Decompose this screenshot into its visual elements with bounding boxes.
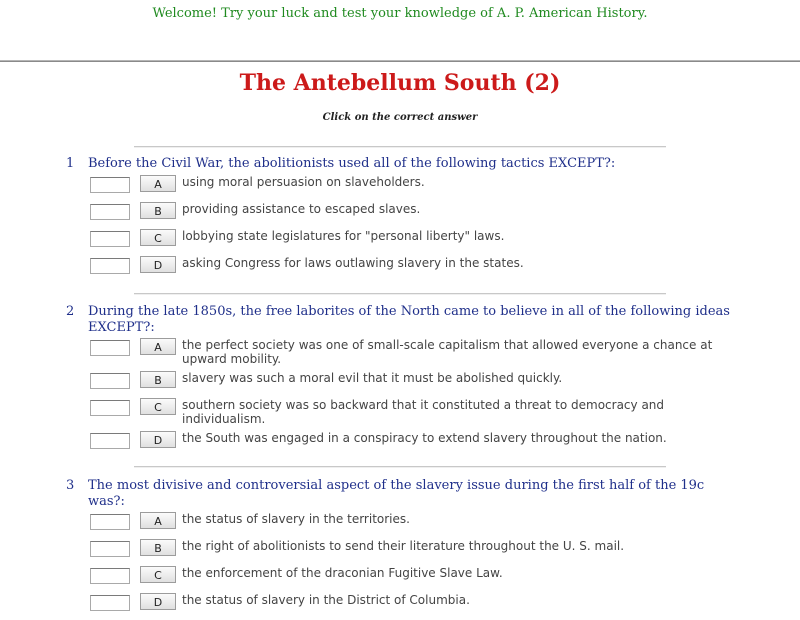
answer-b-button[interactable]: B xyxy=(140,202,176,219)
answer-text: southern society was so backward that it constituted a threat to democracy and individualism. xyxy=(182,398,665,426)
answer-row xyxy=(90,431,736,458)
answer-text: the enforcement of the draconian Fugitive Slave Law. xyxy=(182,566,503,580)
question-text: The most divisive and controversial aspect of the slavery issue during the first half of the 19c was?: xyxy=(88,478,705,509)
answer-field[interactable] xyxy=(90,340,130,356)
question-divider xyxy=(134,293,666,295)
question-divider xyxy=(134,466,666,468)
question-text: Before the Civil War, the abolitionists used all of the following tactics EXCEPT?: xyxy=(88,156,616,171)
answer-row xyxy=(90,512,736,539)
answer-c-button[interactable]: C xyxy=(140,398,176,415)
answer-row xyxy=(90,539,736,566)
answer-field[interactable] xyxy=(90,568,130,584)
answer-row xyxy=(90,175,736,202)
answer-field[interactable] xyxy=(90,541,130,557)
answer-a-button[interactable]: A xyxy=(140,175,176,192)
answer-text: the status of slavery in the territories. xyxy=(182,512,410,526)
answer-field[interactable] xyxy=(90,231,130,247)
answer-field[interactable] xyxy=(90,373,130,389)
answer-d-button[interactable]: D xyxy=(140,431,176,448)
answer-field[interactable] xyxy=(90,204,130,220)
answer-field[interactable] xyxy=(90,177,130,193)
top-divider xyxy=(0,60,800,62)
answer-row xyxy=(90,256,736,283)
answer-text: the right of abolitionists to send their literature throughout the U. S. mail. xyxy=(182,539,625,553)
question-number: 2 xyxy=(66,304,75,319)
answer-row xyxy=(90,398,736,431)
answer-text: asking Congress for laws outlawing slavery in the states. xyxy=(182,256,524,270)
instruction-text: Click on the correct answer xyxy=(322,112,478,123)
answer-row xyxy=(90,566,736,593)
answer-d-button[interactable]: D xyxy=(140,256,176,273)
answer-d-button[interactable]: D xyxy=(140,593,176,610)
answer-field[interactable] xyxy=(90,514,130,530)
answer-row xyxy=(90,593,736,620)
answer-a-button[interactable]: A xyxy=(140,338,176,355)
answer-c-button[interactable]: C xyxy=(140,229,176,246)
question-3 xyxy=(66,478,736,620)
answer-row xyxy=(90,371,736,398)
answer-row xyxy=(90,202,736,229)
question-divider xyxy=(134,146,666,148)
answer-row xyxy=(90,338,736,371)
page-title: The Antebellum South (2) xyxy=(239,70,561,96)
answer-text: lobbying state legislatures for "personal liberty" laws. xyxy=(182,229,505,243)
answer-a-button[interactable]: A xyxy=(140,512,176,529)
question-2 xyxy=(66,304,736,458)
answer-text: the perfect society was one of small-scale capitalism that allowed everyone a chance at upward mobility. xyxy=(182,338,713,366)
answer-text: using moral persuasion on slaveholders. xyxy=(182,175,425,189)
question-text: During the late 1850s, the free laborites of the North came to believe in all of the following ideas EXCEPT?: xyxy=(88,304,730,335)
answer-text: slavery was such a moral evil that it must be abolished quickly. xyxy=(182,371,563,385)
answer-field[interactable] xyxy=(90,595,130,611)
question-number: 1 xyxy=(66,156,75,171)
welcome-message: Welcome! Try your luck and test your knowledge of A. P. American History. xyxy=(152,6,648,21)
answer-field[interactable] xyxy=(90,400,130,416)
answer-b-button[interactable]: B xyxy=(140,371,176,388)
answer-row xyxy=(90,229,736,256)
answer-b-button[interactable]: B xyxy=(140,539,176,556)
answer-text: the South was engaged in a conspiracy to extend slavery throughout the nation. xyxy=(182,431,667,445)
question-1 xyxy=(66,156,736,283)
answer-c-button[interactable]: C xyxy=(140,566,176,583)
answer-field[interactable] xyxy=(90,258,130,274)
answer-text: the status of slavery in the District of Columbia. xyxy=(182,593,470,607)
question-number: 3 xyxy=(66,478,75,493)
answer-text: providing assistance to escaped slaves. xyxy=(182,202,421,216)
answer-field[interactable] xyxy=(90,433,130,449)
